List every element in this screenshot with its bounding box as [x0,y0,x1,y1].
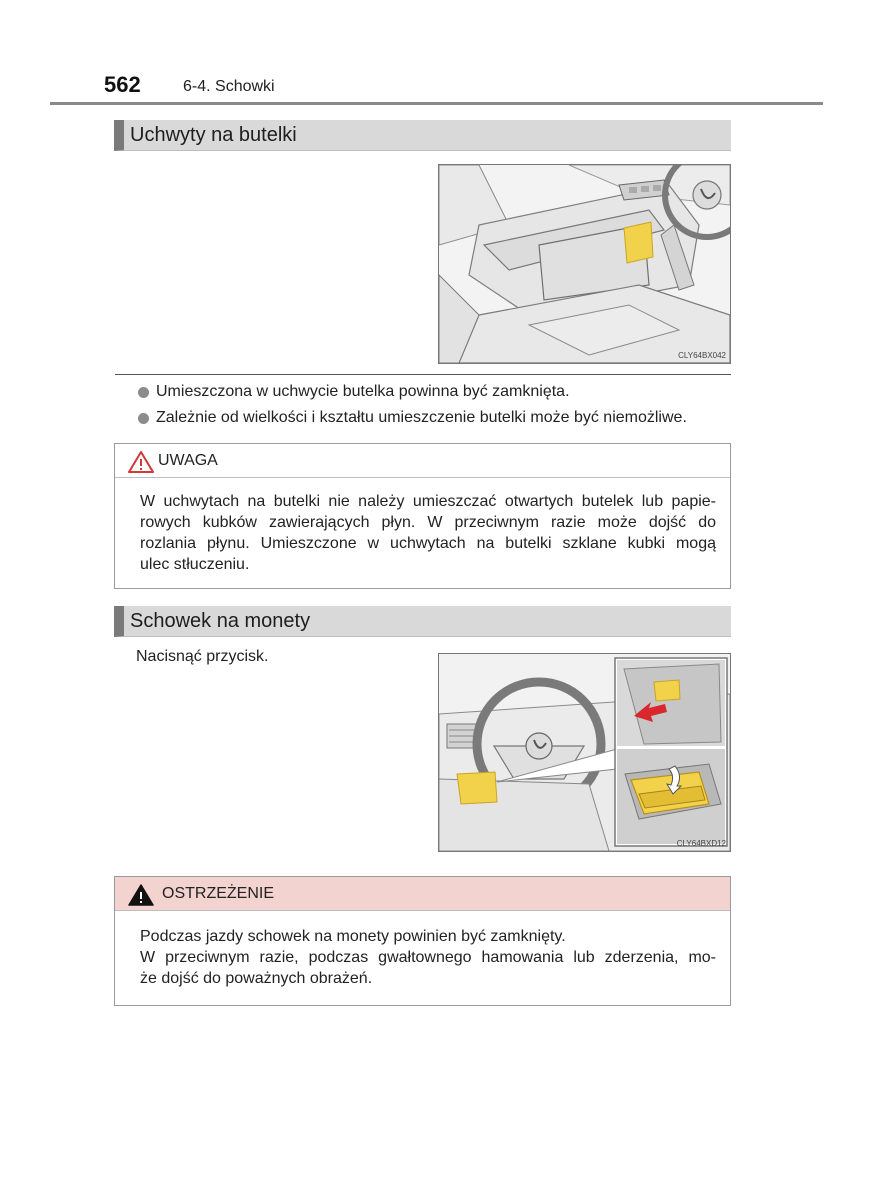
instruction-text: Nacisnąć przycisk. [136,648,269,665]
chapter-title: 6-4. Schowki [183,78,275,95]
bullet-icon [138,387,149,398]
caution-line: rozlania płynu. Umieszczone w uchwytach na butelki szklane kubki mogą [140,535,716,552]
warning-header [115,877,730,911]
caution-triangle-icon [127,450,155,474]
warning-line: że dojść do poważnych obrażeń. [140,970,373,987]
figure-code: CLY64BXD12 [676,839,726,848]
list-item [138,409,687,427]
list-item [138,383,570,401]
warning-text [140,926,716,989]
warning-box [114,876,731,1006]
section-divider [115,374,731,375]
caution-text [140,491,716,575]
figure-code: CLY64BX042 [678,351,726,360]
caution-label: UWAGA [158,452,218,469]
section-header-coin-holder [114,606,731,637]
bullet-text: Umieszczona w uchwycie butelka powinna być zamknięta. [156,383,570,400]
caution-line: rowych kubków zawierających płyn. W przeciwnym razie może dojść do [140,514,716,531]
page-number: 562 [104,72,141,97]
warning-line: W przeciwnym razie, podczas gwałtownego hamowania lub zderzenia, mo- [140,949,716,966]
bullet-text: Zależnie od wielkości i kształtu umieszczenie butelki może być niemożliwe. [156,409,687,426]
section-header-bottle-holders [114,120,731,151]
caution-box [114,443,731,589]
caution-line: ulec stłuczeniu. [140,556,250,573]
warning-triangle-icon [127,883,155,907]
warning-label: OSTRZEŻENIE [162,885,275,902]
header-divider [50,102,823,105]
section-title: Uchwyty na butelki [130,124,297,146]
section-title: Schowek na monety [130,610,311,632]
coin-holder-illustration [438,653,731,852]
bullet-icon [138,413,149,424]
caution-line: W uchwytach na butelki nie należy umieszczać otwartych butelek lub papie- [140,493,716,510]
bottle-holder-illustration [438,164,731,364]
caution-header [115,444,730,478]
warning-line: Podczas jazdy schowek na monety powinien być zamknięty. [140,928,566,945]
